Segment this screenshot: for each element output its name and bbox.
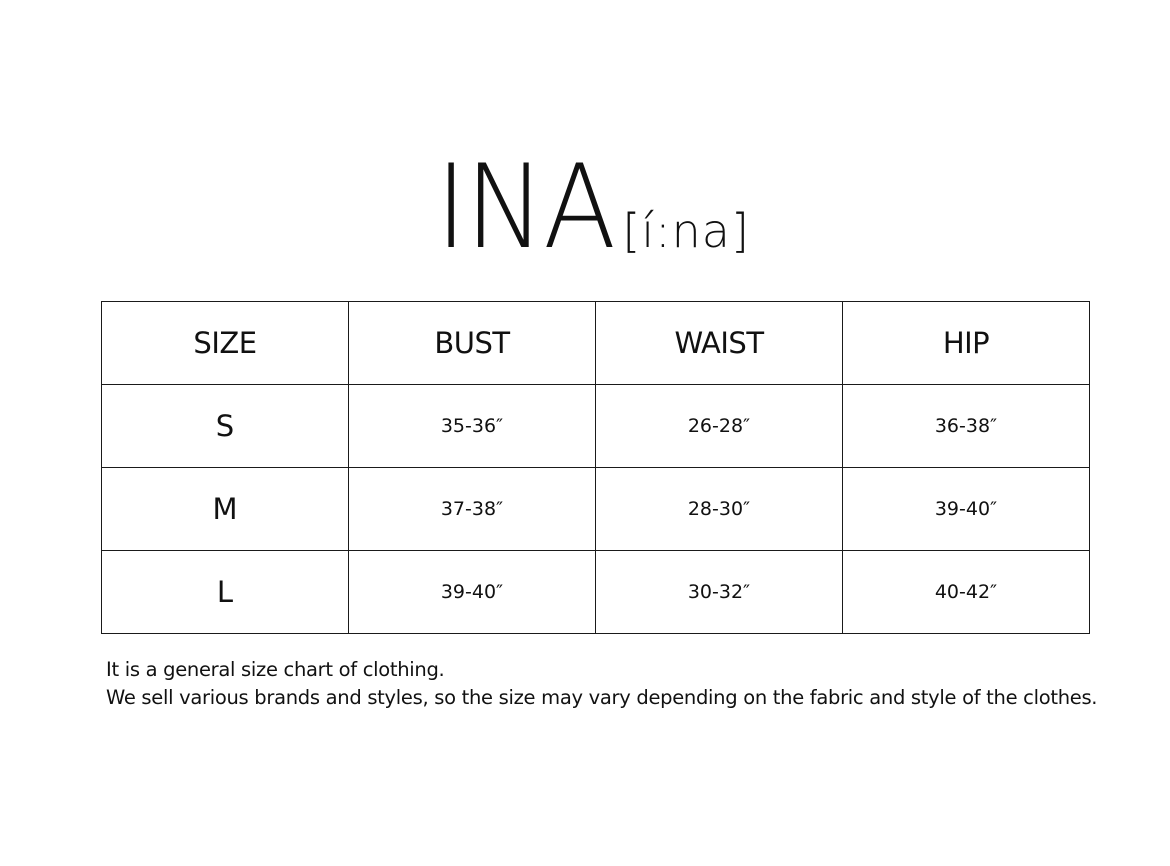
waist-cell: 28-30″ [596, 468, 843, 551]
size-cell: L [102, 551, 349, 634]
header-waist: WAIST [596, 302, 843, 385]
header-hip: HIP [843, 302, 1090, 385]
table-row [102, 468, 1090, 551]
size-chart-table [101, 301, 1090, 634]
hip-cell: 36-38″ [843, 385, 1090, 468]
bust-cell: 35-36″ [349, 385, 596, 468]
bust-cell: 39-40″ [349, 551, 596, 634]
table-row [102, 551, 1090, 634]
note-line-2: We sell various brands and styles, so the size may vary depending on the fabric and style of the clothes. [106, 686, 1098, 709]
table-row [102, 385, 1090, 468]
brand-logo [0, 140, 1170, 275]
header-bust: BUST [349, 302, 596, 385]
hip-cell: 39-40″ [843, 468, 1090, 551]
hip-cell: 40-42″ [843, 551, 1090, 634]
waist-cell: 30-32″ [596, 551, 843, 634]
logo-wordmark: INA [435, 140, 615, 275]
bust-cell: 37-38″ [349, 468, 596, 551]
size-cell: S [102, 385, 349, 468]
table-header-row [102, 302, 1090, 385]
header-size: SIZE [102, 302, 349, 385]
logo-phonetic: [í:na] [622, 204, 750, 258]
size-note [106, 656, 1146, 712]
size-cell: M [102, 468, 349, 551]
note-line-1: It is a general size chart of clothing. [106, 658, 445, 681]
waist-cell: 26-28″ [596, 385, 843, 468]
